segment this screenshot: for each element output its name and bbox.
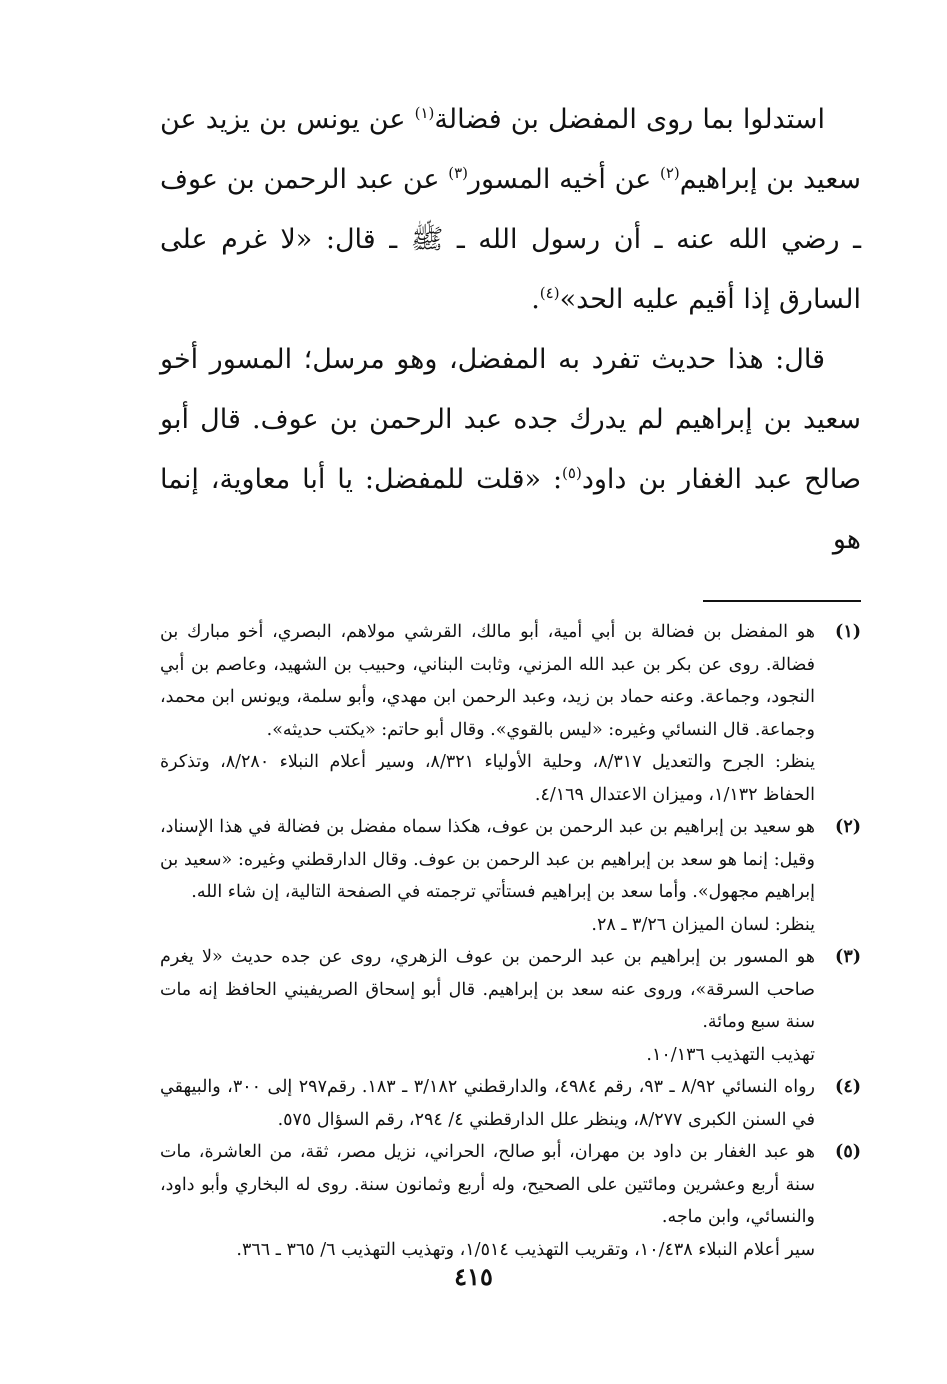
footnote-source: ينظر: الجرح والتعديل ٨/٣١٧، وحلية الأولياء ٨/٣٢١، وسير أعلام النبلاء ٨/٢٨٠، وتذكرة الحفاظ ١/١٣٢، وميزان الاعتدال ٤/١٦٩. (160, 752, 815, 805)
footnote-ref-4[interactable]: (٤) (539, 284, 560, 302)
footnote-source: تهذيب التهذيب ١٠/١٣٦. (646, 1044, 815, 1065)
footnote-ref-1[interactable]: (١) (414, 104, 435, 122)
footnote-separator (703, 600, 861, 602)
footnote-number: (٥) (835, 1142, 861, 1162)
footnote-text: رواه النسائي ٨/٩٢ ـ ٩٣، رقم ٤٩٨٤، والدارقطني ٣/١٨٢ ـ ١٨٣. رقم٢٩٧ إلى ٣٠٠، والبيهقي في السنن الكبرى ٨/٢٧٧، وينظر علل الدارقطني ٤/ ٢٩٤، رقم السؤال ٥٧٥. (160, 1077, 815, 1130)
footnote-body (160, 1136, 815, 1266)
text-span: . (531, 284, 540, 315)
footnote-number: (٤) (835, 1077, 861, 1097)
footnote-number: (٣) (835, 947, 861, 967)
footnote-text: هو المسور بن إبراهيم بن عبد الرحمن بن عوف الزهري، روى عن جده حديث «لا يغرم صاحب السرقة»، وروى عنه سعد بن إبراهيم. قال أبو إسحاق الصريفيني الحافظ إنه مات سنة سبع ومائة. (160, 947, 815, 1032)
footnote-source: سير أعلام النبلاء ١٠/٤٣٨، وتقريب التهذيب ١/٥١٤، وتهذيب التهذيب ٦/ ٣٦٥ ـ ٣٦٦. (236, 1239, 815, 1260)
main-text (160, 90, 861, 570)
footnotes (160, 616, 861, 1266)
footnote-5 (160, 1136, 861, 1266)
footnote-number: (٢) (835, 817, 861, 837)
footnote-1 (160, 616, 861, 811)
footnote-3 (160, 941, 861, 1071)
text-span: عن عبد الرحمن بن عوف ـ رضي الله عنه ـ أن رسول الله ـ ﷺ ـ قال: «لا غرم على السارق إذا أقيم عليه الحد» (160, 164, 861, 315)
footnote-body (160, 1071, 815, 1136)
footnote-ref-3[interactable]: (٣) (448, 164, 468, 182)
footnote-4 (160, 1071, 861, 1136)
footnote-body (160, 811, 815, 941)
page-number: ٤١٥ (454, 1262, 493, 1291)
footnote-body (160, 941, 815, 1071)
footnote-ref-5[interactable]: (٥) (562, 464, 582, 482)
paragraph-2 (160, 330, 861, 570)
footnote-number: (١) (835, 622, 861, 642)
footnote-ref-2[interactable]: (٢) (659, 164, 680, 182)
text-span: عن يونس بن يزيد عن سعيد بن إبراهيم (160, 104, 861, 195)
text-span: قال: هذا حديث تفرد به المفضل، وهو مرسل؛ المسور أخو سعيد بن إبراهيم لم يدرك جده عبد الرحمن بن عوف. قال أبو صالح عبد الغفار بن داود (160, 344, 861, 495)
footnote-body (160, 616, 815, 811)
footnote-2 (160, 811, 861, 941)
text-span: استدلوا بما روى المفضل بن فضالة (434, 104, 825, 135)
text-span: عن أخيه المسور (467, 164, 660, 195)
footnote-text: هو المفضل بن فضالة بن أبي أمية، أبو مالك، القرشي مولاهم، البصري، أخو مبارك بن فضالة. روى عن بكر بن عبد الله المزني، وثابت البناني، وحبيب بن الشهيد، وعاصم بن أبي النجود، وجماعة. وعنه حماد بن زيد، وعبد الرحمن ابن مهدي، وأبو سلمة، ويونس ابن محمد، وجماعة. قال النسائي وغيره: «ليس بالقوي». وقال أبو حاتم: «يكتب حديثه». (160, 622, 815, 740)
footnote-source: ينظر: لسان الميزان ٣/٢٦ ـ ٢٨. (591, 914, 815, 935)
paragraph-1 (160, 90, 861, 330)
footnote-text: هو سعيد بن إبراهيم بن عبد الرحمن بن عوف، هكذا سماه مفضل بن فضالة في هذا الإسناد، وقيل: إنما هو سعد بن إبراهيم بن عبد الرحمن بن عوف. وقال الدارقطني وغيره: «سعيد بن إبراهيم مجهول». وأما سعد بن إبراهيم فستأتي ترجمته في الصفحة التالية، إن شاء الله. (160, 817, 815, 902)
footnote-text: هو عبد الغفار بن داود بن مهران، أبو صالح، الحراني، نزيل مصر، ثقة، من العاشرة، مات سنة أربع وعشرين ومائتين على الصحيح، وله أربع وثمانون سنة. روى له البخاري وأبو داود، والنسائي، وابن ماجه. (160, 1142, 815, 1227)
text-span: : «قلت للمفضل: يا أبا معاوية، إنما هو (160, 464, 861, 555)
